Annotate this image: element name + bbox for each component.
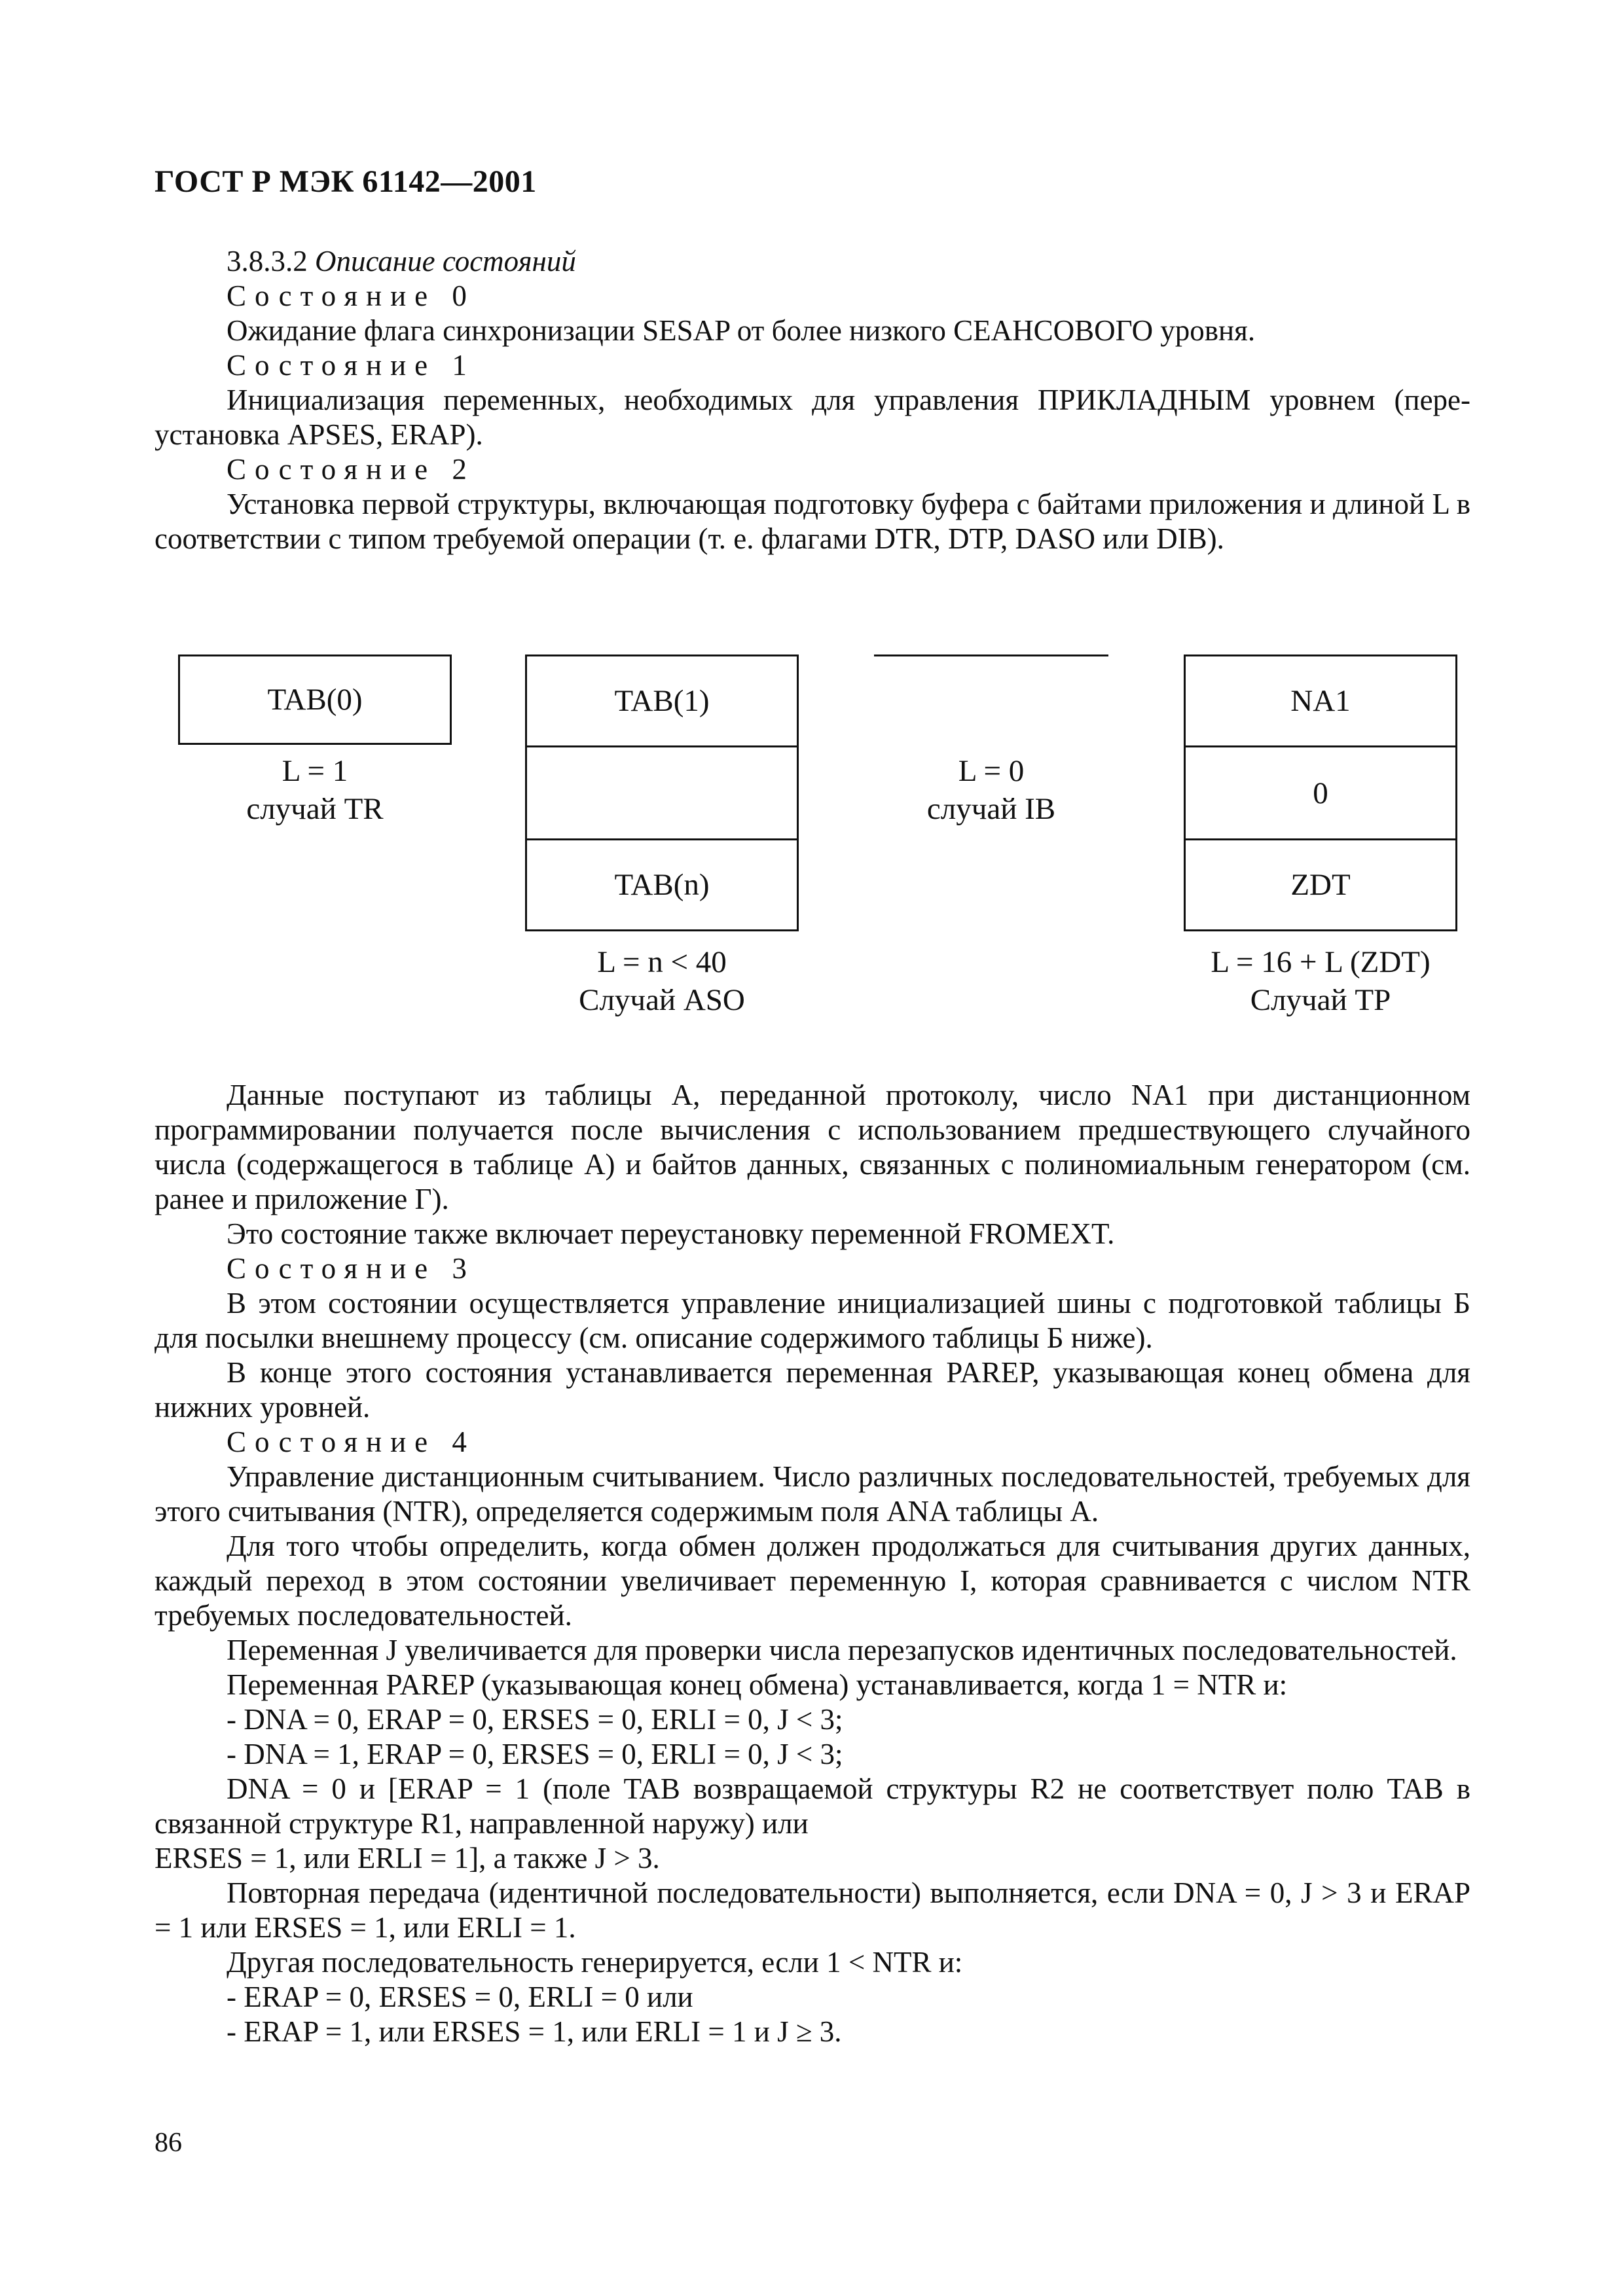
aso-cell-middle [525,745,799,840]
condition-list-item: - ERAP = 1, или ERSES = 1, или ERLI = 1 и J ≥ 3. [227,2015,842,2048]
aso-caption: Случай ASO [579,983,745,1017]
state3-heading: Состояние 3 [227,1252,475,1285]
ib-empty-structure-line [874,655,1108,656]
paragraph-retransmission: Повторная передача (идентичной последовательности) выполняется, если DNA = 0, J > 3 и ERAP = 1 или ERSES = 1, или ERLI = 1. [155,1876,1470,1944]
paragraph-state3-parep: В конце этого состояния устанавливается переменная PAREP, указывающая конец обмена для нижних уровней. [155,1356,1470,1424]
top-text-block [155,244,1470,556]
section-number: 3.8.3.2 [227,245,315,278]
paragraph-state4-j: Переменная J увеличивается для проверки числа перезапусков идентичных последовательностей. [227,1634,1457,1666]
tp-cell-zero: 0 [1184,745,1457,840]
tp-cell-zdt: ZDT [1184,838,1457,931]
tp-caption: Случай TP [1250,983,1391,1017]
paragraph-na1-data: Данные поступают из таблицы А, переданной протоколу, число NA1 при дистанционном программировании получается после вычисления с использованием предшествующего случайного числа (содержащегося в таблице А) и байтов данных, связанных с полиномиальным генератором (см. ранее и приложение Г). [155,1079,1470,1215]
condition-list-item: - DNA = 0, ERAP = 0, ERSES = 0, ERLI = 0, J < 3; [227,1703,843,1736]
tp-formula: L = 16 + L (ZDT) [1211,945,1431,979]
tr-caption: случай TR [246,792,384,826]
state2-text: Установка первой структуры, включающая подготовку буфера с байтами приложения и длиной L в соответствии с типом требуемой операции (т. е. флагами DTR, DTP, DASO или DIB). [155,488,1470,555]
state1-heading: Состояние 1 [227,349,475,382]
paragraph-dna-erap: DNA = 0 и [ERAP = 1 (поле TAB возвращаемой структуры R2 не соответствует полю TAB в связанной структуре R1, направленной наружу) или [155,1772,1470,1840]
condition-list-item: - DNA = 1, ERAP = 0, ERSES = 0, ERLI = 0, J < 3; [227,1738,843,1770]
page-number: 86 [155,2128,182,2158]
paragraph-state4-i: Для того чтобы определить, когда обмен должен продолжаться для считывания других данных, каждый переход в этом состоянии увеличивает переменную I, которая сравнивается с числом NTR требуемых последовательностей. [155,1530,1470,1632]
state0-text: Ожидание флага синхронизации SESAP от более низкого СЕАНСОВОГО уровня. [227,314,1256,347]
tr-cell-tab0: TAB(0) [178,655,452,745]
state2-heading: Состояние 2 [227,453,475,486]
section-title: Описание состояний [315,245,576,278]
section-heading [155,244,1470,279]
ib-caption: случай IB [926,792,1056,826]
paragraph-parep-conditions: Переменная PAREP (указывающая конец обмена) устанавливается, когда 1 = NTR и: [227,1668,1288,1701]
aso-cell-tabn: TAB(n) [525,838,799,931]
paragraph-state4-ntr: Управление дистанционным считыванием. Число различных последовательностей, требуемых для этого считывания (NTR), определяется содержимым поля ANA таблицы А. [155,1460,1470,1528]
paragraph-state3-bus: В этом состоянии осуществляется управление инициализацией шины с подготовкой таблицы Б для посылки внешнему процессу (см. описание содержимого таблицы Б ниже). [155,1287,1470,1354]
document-header: ГОСТ Р МЭК 61142—2001 [155,164,537,199]
tr-formula: L = 1 [282,754,348,788]
state0-heading: Состояние 0 [227,279,475,312]
tp-cell-na1: NA1 [1184,655,1457,747]
paragraph-erses-erli: ERSES = 1, или ERLI = 1], а также J > 3. [155,1842,660,1874]
bottom-text-block [155,1078,1470,2049]
state4-heading: Состояние 4 [227,1426,475,1458]
aso-cell-tab1: TAB(1) [525,655,799,747]
aso-formula: L = n < 40 [597,945,727,979]
ib-formula: L = 0 [958,754,1025,788]
paragraph-fromext: Это состояние также включает переустановку переменной FROMEXT. [227,1217,1115,1250]
condition-list-item: - ERAP = 0, ERSES = 0, ERLI = 0 или [227,1981,693,2013]
state1-text: Инициализация переменных, необходимых для управления ПРИКЛАДНЫМ уровнем (пере-установка APSES, ERAP). [155,384,1470,451]
paragraph-other-sequence: Другая последовательность генерируется, если 1 < NTR и: [227,1946,963,1979]
